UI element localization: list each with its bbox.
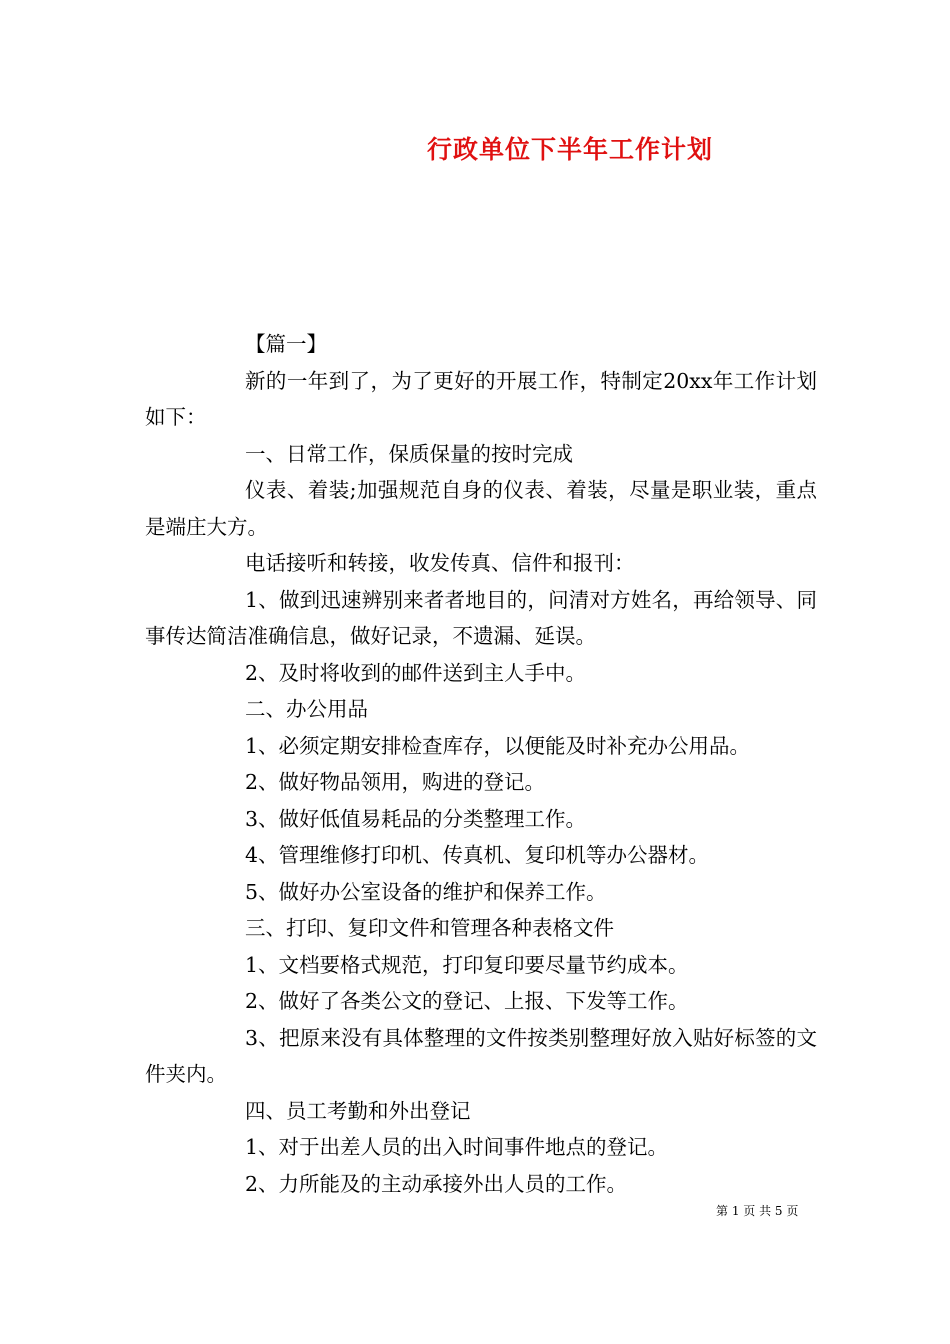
paragraph: 3、把原来没有具体整理的文件按类别整理好放入贴好标签的文件夹内。 (145, 1025, 817, 1086)
page-number: 第 1 页 共 5 页 (716, 1204, 799, 1218)
paragraph: 2、做好物品领用，购进的登记。 (245, 770, 546, 794)
paragraph: 1、对于出差人员的出入时间事件地点的登记。 (245, 1135, 669, 1159)
paragraph: 2、力所能及的主动承接外出人员的工作。 (245, 1171, 628, 1196)
paragraph: 2、做好了各类公文的登记、上报、下发等工作。 (245, 989, 689, 1013)
paragraph: 电话接听和转接，收发传真、信件和报刊： (245, 551, 635, 575)
paragraph: 4、管理维修打印机、传真机、复印机等办公器材。 (245, 843, 710, 867)
paragraph: 【篇一】 (245, 332, 327, 356)
paragraph: 1、文档要格式规范，打印复印要尽量节约成本。 (245, 952, 689, 977)
paragraph: 1、做到迅速辨别来者者地目的，问清对方姓名，再给领导、同事传达简洁准确信息，做好记录，不遗漏、延误。 (145, 587, 817, 648)
paragraph: 2、及时将收到的邮件送到主人手中。 (245, 660, 587, 685)
paragraph: 3、做好低值易耗品的分类整理工作。 (245, 806, 587, 831)
paragraph: 二、办公用品 (245, 697, 368, 721)
document-body (145, 326, 817, 1202)
paragraph: 四、员工考勤和外出登记 (245, 1098, 471, 1123)
paragraph: 5、做好办公室设备的维护和保养工作。 (245, 879, 607, 904)
paragraph: 三、打印、复印文件和管理各种表格文件 (245, 916, 614, 940)
paragraph: 一、日常工作，保质保量的按时完成 (245, 441, 573, 466)
paragraph: 仪表、着装;加强规范自身的仪表、着装，尽量是职业装，重点是端庄大方。 (145, 478, 817, 539)
paragraph: 新的一年到了，为了更好的开展工作，特制定20xx年工作计划如下： (145, 368, 817, 429)
paragraph: 1、必须定期安排检查库存，以便能及时补充办公用品。 (245, 733, 751, 758)
document-title: 行政单位下半年工作计划 (426, 135, 713, 164)
